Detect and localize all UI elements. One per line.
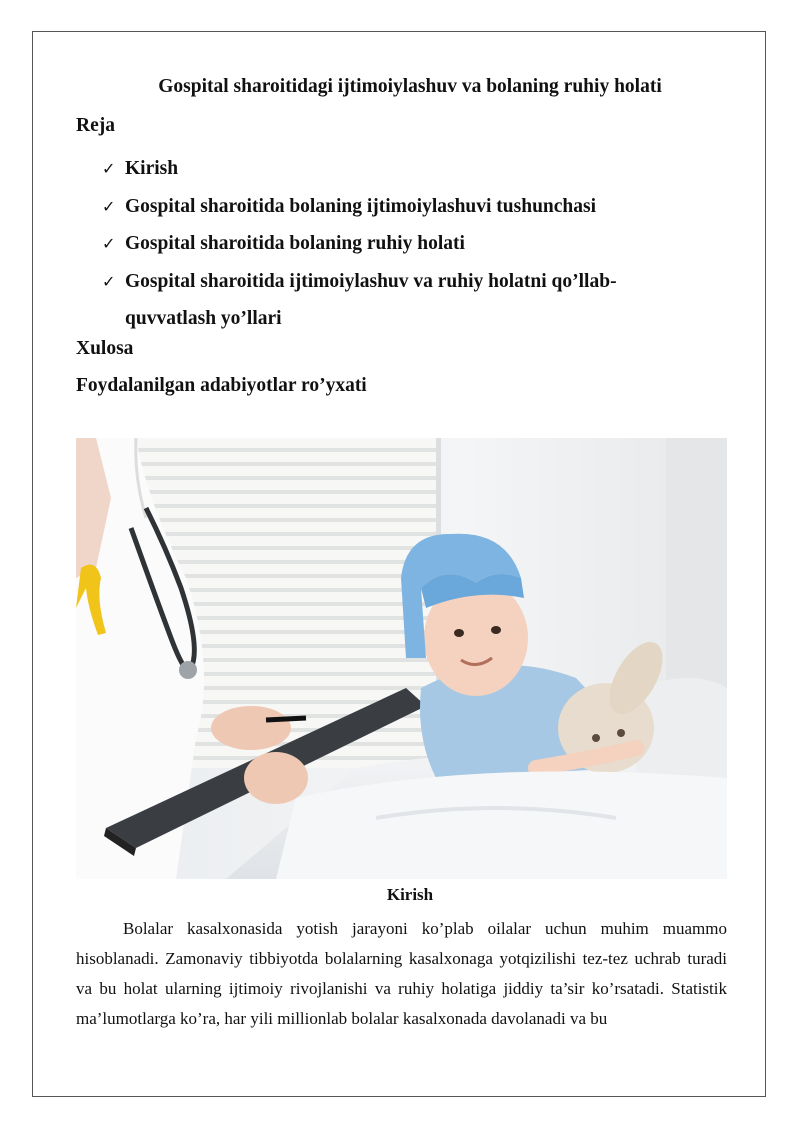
plan-item — [102, 150, 702, 188]
checkmark-icon: ✓ — [102, 271, 116, 291]
plan-item-label: Gospital sharoitida bolaning ruhiy holati — [125, 233, 465, 254]
plan-item — [102, 225, 702, 263]
plan-item-label: Gospital sharoitida bolaning ijtimoiylashuvi tushunchasi — [125, 195, 597, 217]
plan-item — [102, 263, 702, 338]
plan-item-label: Kirish — [125, 158, 179, 179]
plan-list — [102, 150, 702, 338]
checkmark-icon: ✓ — [102, 196, 116, 216]
plan-heading: Reja — [76, 115, 115, 136]
body-paragraph: Bolalar kasalxonasida yotish jarayoni ko’plab oilalar uchun muhim muammo hisoblanadi. Zamonaviy tibbiyotda bolalarning kasalxonaga yotqizilishi tez-tez uchrab turadi va bu holat ularning ijtimoiy rivojlanishi va ruhiy holatiga jiddiy ta’sir ko’rsatadi. Statistik ma’lumotlarga ko’ra, har yili millionlab bolalar kasalxonada davolanadi va bu — [76, 919, 727, 1028]
conclusion-heading: Xulosa — [76, 338, 134, 359]
document-title: Gospital sharoitidagi ijtimoiylashuv va bolaning ruhiy holati — [158, 76, 662, 97]
checkmark-icon: ✓ — [102, 159, 116, 178]
references-heading: Foydalanilgan adabiyotlar ro’yxati — [76, 375, 367, 396]
checkmark-icon: ✓ — [102, 234, 116, 253]
hospital-photo — [76, 438, 727, 879]
plan-item — [102, 188, 702, 226]
plan-item-label: Gospital sharoitida ijtimoiylashuv va ruhiy holatni qo’llab-quvvatlash yo’llari — [125, 270, 617, 329]
section-title: Kirish — [386, 885, 434, 904]
